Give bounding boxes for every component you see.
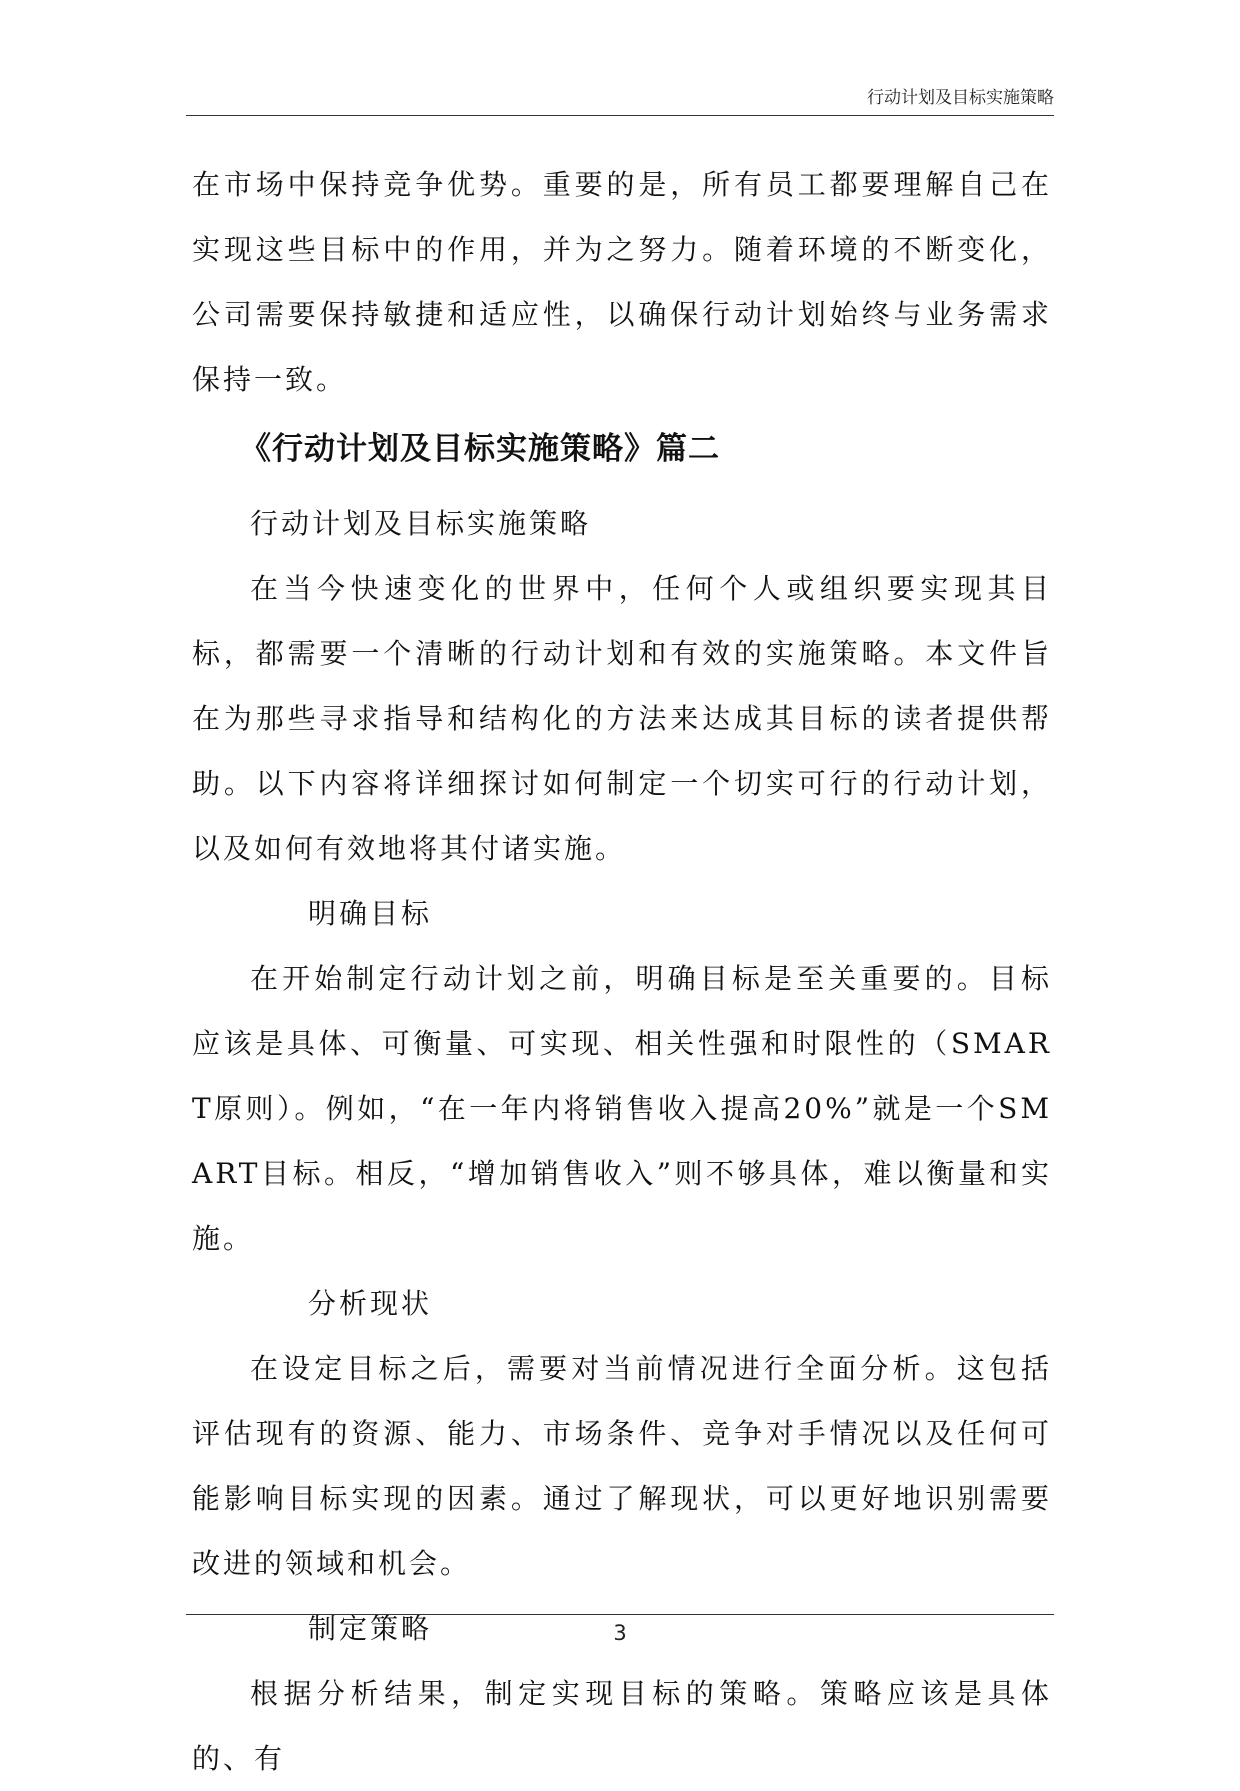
footer-divider (186, 1614, 1054, 1615)
intro-paragraph: 在市场中保持竞争优势。重要的是，所有员工都要理解自己在实现这些目标中的作用，并为之努力。随着环境的不断变化，公司需要保持敏捷和适应性，以确保行动计划始终与业务需求保持一致。 (192, 168, 1052, 396)
paragraph-define-goals: 在开始制定行动计划之前，明确目标是至关重要的。目标应该是具体、可衡量、可实现、相关性强和时限性的（SMART原则）。例如，“在一年内将销售收入提高20%”就是一个SMART目标。相反，“增加销售收入”则不够具体，难以衡量和实施。 (192, 962, 1052, 1255)
subheading-make-strategy: 制定策略 (308, 1612, 433, 1645)
running-header-title: 行动计划及目标实施策略 (867, 88, 1054, 108)
page-number: 3 (613, 1621, 627, 1645)
subheading-define-goals: 明确目标 (308, 897, 433, 930)
paragraph-introduction: 在当今快速变化的世界中，任何个人或组织要实现其目标，都需要一个清晰的行动计划和有效的实施策略。本文件旨在为那些寻求指导和结构化的方法来达成其目标的读者提供帮助。以下内容将详细探讨如何制定一个切实可行的行动计划，以及如何有效地将其付诸实施。 (192, 572, 1052, 865)
document-subtitle: 行动计划及目标实施策略 (250, 507, 592, 540)
paragraph-analyze-status: 在设定目标之后，需要对当前情况进行全面分析。这包括评估现有的资源、能力、市场条件、竞争对手情况以及任何可能影响目标实现的因素。通过了解现状，可以更好地识别需要改进的领域和机会。 (192, 1352, 1052, 1580)
header-divider (186, 115, 1054, 116)
paragraph-make-strategy: 根据分析结果，制定实现目标的策略。策略应该是具体的、有 (192, 1677, 1052, 1775)
subheading-analyze-status: 分析现状 (308, 1287, 433, 1320)
document-body (192, 152, 1052, 1791)
section-heading: 《行动计划及目标实施策略》篇二 (240, 431, 720, 467)
